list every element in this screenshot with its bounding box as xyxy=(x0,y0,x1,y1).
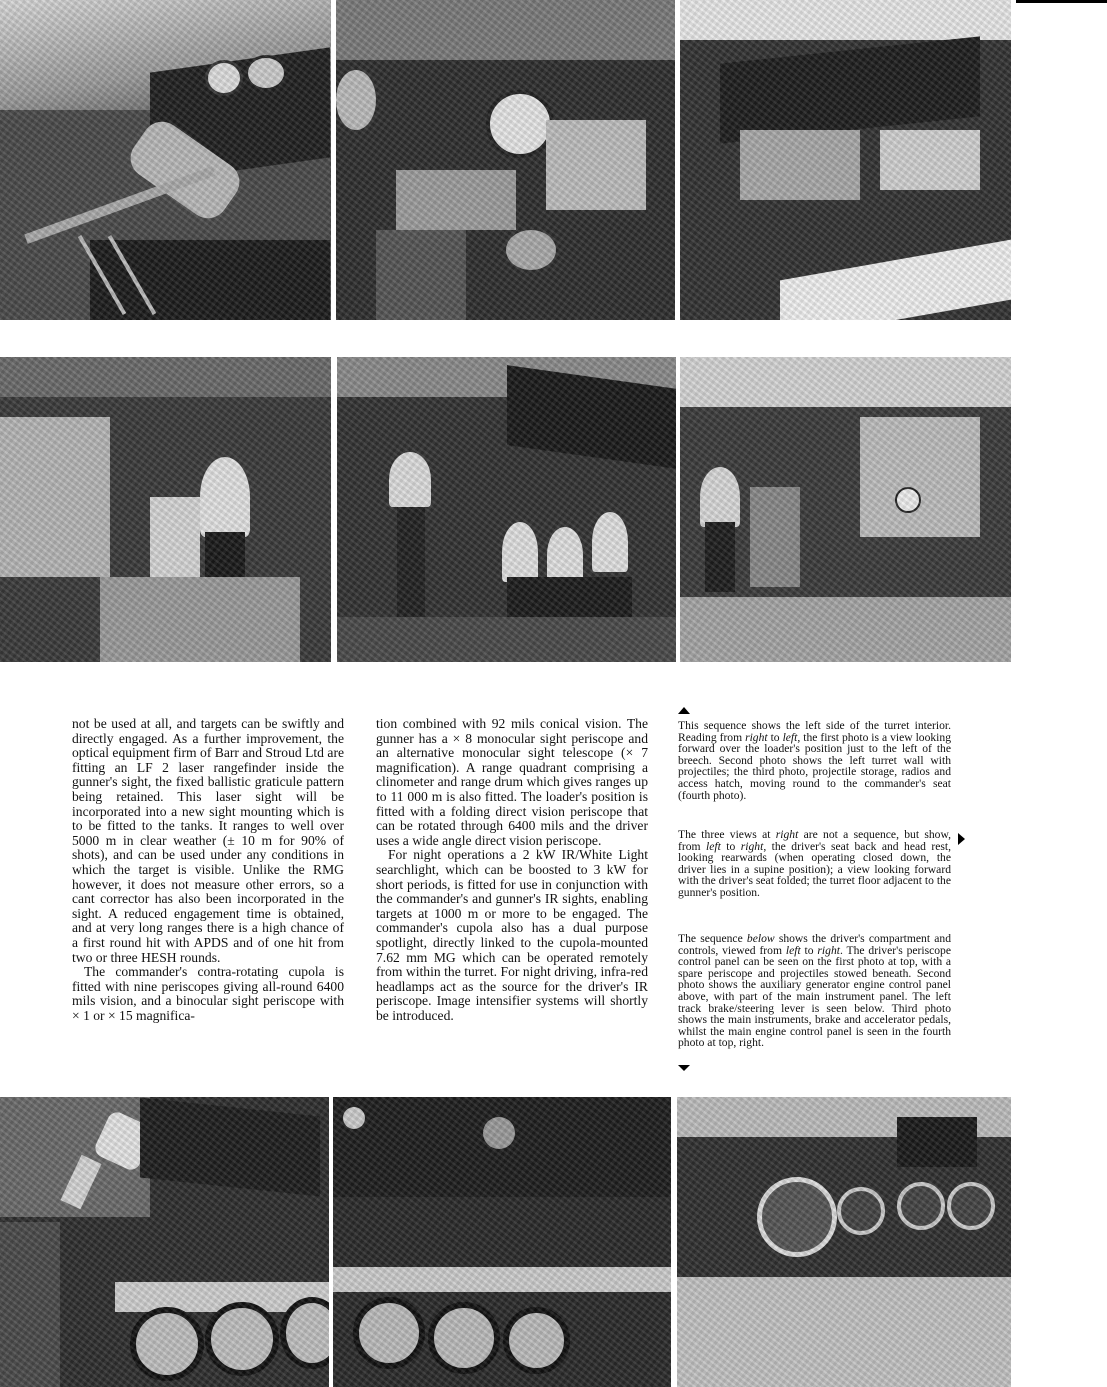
caption-driver-compartment xyxy=(678,933,951,1049)
article-paragraph: tion combined with 92 mils conical vision. The gunner has a × 8 monocular sight periscope and an alternative monocular sight telescope (× 7 magnification). A range quadrant comprising a clinometer and range drum which gives ranges up to 11 000 m is also fitted. The loader's position is fitted with a folding direct vision periscope that can be rotated through 6400 mils and the driver uses a wide angle direct vision periscope. xyxy=(376,716,648,848)
up-triangle-icon xyxy=(678,707,690,714)
caption-text: , the first photo is a view looking forward over the loader's position just to the left of the breech. Second photo shows the left turret wall with projectiles; the third photo, projectile storage, radios and access hatch, moving round to the commander's seat (fourth photo). xyxy=(678,730,951,802)
down-triangle-icon xyxy=(678,1065,690,1071)
caption-text: shows the driver's compartment and controls, viewed from xyxy=(678,932,951,957)
caption-emphasis: left xyxy=(782,730,798,744)
photo-middle-3 xyxy=(680,357,1011,662)
photo-top-2 xyxy=(336,0,675,320)
photo-top-3 xyxy=(680,0,1011,320)
article-paragraph: The commander's contra-rotating cupola is fitted with nine periscopes giving all-round 6400 mils vision, and a binocular sight periscope with × 1 or × 15 magnifica- xyxy=(72,964,344,1023)
article-paragraph: For night operations a 2 kW IR/White Light searchlight, which can be boosted to 3 kW for short periods, is fitted for use in conjunction with the commander's and gunner's IR sights, enabling targets at 1000 m or more to be engaged. The commander's cupola also has a dual purpose spotlight, directly linked to the cupola-mounted 7.62 mm MG which can be operated remotely from within the turret. For night driving, infra-red headlamps act as the source for the driver's IR periscope. Image intensifier systems will shortly be introduced. xyxy=(376,847,648,1023)
photo-top-1 xyxy=(0,0,331,320)
caption-emphasis: left xyxy=(706,839,721,853)
photo-middle-2 xyxy=(337,357,676,662)
article-column-2 xyxy=(376,717,648,1023)
article-column-1 xyxy=(72,717,344,1023)
right-triangle-icon xyxy=(958,833,965,845)
caption-emphasis: right xyxy=(740,839,764,853)
caption-text: to xyxy=(720,839,741,853)
photo-bottom-3 xyxy=(677,1097,1011,1387)
caption-emphasis: right xyxy=(817,943,840,957)
caption-text: to xyxy=(767,730,783,744)
caption-emphasis: below xyxy=(746,932,775,945)
caption-emphasis: right xyxy=(775,828,799,841)
page-edge-mark xyxy=(1016,0,1107,3)
caption-text: to xyxy=(800,943,818,957)
caption-text: are not a sequence, but show, from xyxy=(678,828,951,853)
article-paragraph: not be used at all, and targets can be swiftly and directly engaged. As a further improvement, the optical equipment firm of Barr and Stroud Ltd are fitting an LF 2 laser rangefinder inside the gunner's sight, the fixed ballistic graticule pattern being retained. This laser sight will be incorporated into a new sight mounting which is to be fitted to the tanks. It ranges to well over 5000 m in clear weather (± 10 m for 90% of shots), and can be used under any conditions in which the target is visible. Unlike the RMG however, it does not measure other errors, so a cant corrector has also been incorporated in the sight. A reduced engagement time is obtained, and at very long ranges there is a high chance of a first round hit with APDS and of one hit from two or three HESH rounds. xyxy=(72,716,344,965)
caption-text: This sequence shows the left side of the turret interior. Reading from xyxy=(678,719,951,744)
caption-text: The three views at xyxy=(678,828,776,841)
caption-text: , the driver's seat back and head rest, looking rearwards (when operating closed down, the driver lies in a supine position); a view looking forward with the driver's seat folded; the turret floor adjacent to the gunner's position. xyxy=(678,839,952,899)
caption-text: . The driver's periscope control panel can be seen on the first photo at top, with a spare periscope and projectiles stowed beneath. Second photo shows the auxiliary generator engine control panel above, with part of the main instrument panel. The left track brake/steering lever is seen below. Third photo shows the main instruments, brake and accelerator pedals, whilst the main engine control panel is seen in the fourth photo at top, right. xyxy=(678,943,951,1050)
photo-middle-1 xyxy=(0,357,331,662)
caption-turret-sequence xyxy=(678,720,951,801)
caption-text: The sequence xyxy=(678,932,747,945)
photo-bottom-1 xyxy=(0,1097,329,1387)
caption-driver-views xyxy=(678,829,951,899)
photo-bottom-2 xyxy=(333,1097,671,1387)
caption-emphasis: left xyxy=(785,943,801,957)
caption-emphasis: right xyxy=(745,730,768,744)
